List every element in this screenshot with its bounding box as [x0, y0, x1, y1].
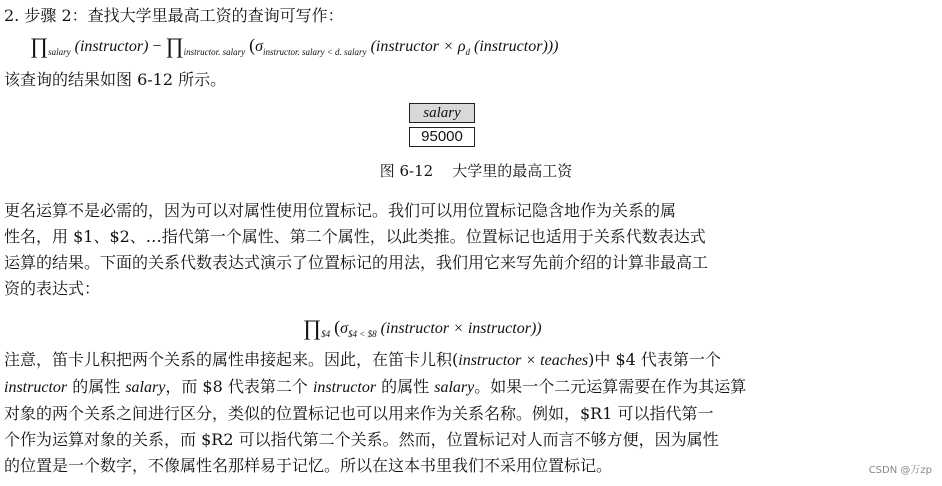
- paragraph-line: 资的表达式：: [4, 279, 101, 298]
- result-table: [409, 103, 475, 147]
- rename-symbol: ρ: [457, 38, 466, 55]
- paragraph-line: 注意，笛卡儿积把两个关系的属性串接起来。因此，在笛卡儿积(instructor × teaches)中 $4 代表第一个: [4, 350, 721, 369]
- paragraph-position-notation: [4, 198, 904, 302]
- paragraph-line: 更名运算不是必需的，因为可以对属性使用位置标记。我们可以用位置标记隐含地作为关系的属: [4, 201, 677, 220]
- paragraph-line: 对象的两个关系之间进行区分，类似的位置标记也可以用来作为关系名称。例如，$R1 可以指代第一: [4, 404, 714, 423]
- formula-arg: (instructor × instructor)): [380, 320, 542, 337]
- minus-operator: −: [152, 38, 162, 55]
- projection-symbol: ∏: [165, 33, 184, 58]
- formula-arg: (instructor ×: [370, 38, 458, 55]
- selection-subscript: instructor. salary < d. salary: [262, 47, 367, 57]
- paragraph-cartesian-note: [4, 347, 904, 479]
- watermark: CSDN @万zp: [868, 465, 932, 476]
- formula-max-salary: $\prod_{salary}$ (instructor) − $\prod_{instructor. salary}$ ($\sigma_{instructor. salary < d. salary}$ (instructor × $\rho_d$ (instructor))): [30, 33, 559, 58]
- selection-symbol: σ: [340, 320, 349, 337]
- paragraph-line: 个作为运算对象的关系，而 $R2 可以指代第二个关系。然而，位置标记对人而言不够方便，因为属性: [4, 430, 719, 449]
- paragraph-line: instructor 的属性 salary，而 $8 代表第二个 instructor 的属性 salary。如果一个二元运算需要在作为其运算: [4, 377, 747, 396]
- rename-subscript: d: [465, 47, 470, 57]
- selection-symbol: σ: [255, 38, 263, 55]
- projection-symbol: ∏: [303, 315, 322, 340]
- paragraph-line: 性名，用 $1、$2、…指代第一个属性、第二个属性，以此类推。位置标记也适用于关系代数表达式: [4, 227, 706, 246]
- paragraph-line: 的位置是一个数字，不像属性名那样易于记忆。所以在这本书里我们不采用位置标记。: [4, 456, 613, 475]
- table-cell: 95000: [409, 127, 475, 147]
- step-label: 2. 步骤 2：查找大学里最高工资的查询可写作：: [4, 6, 344, 25]
- formula-arg: (instructor))): [474, 38, 559, 55]
- formula-positional: $\prod_{\$4}$ ($\sigma_{\$4 < \$8}$ (instructor × instructor)): [303, 315, 542, 340]
- table-header: salary: [409, 103, 475, 123]
- formula-arg: (instructor): [74, 38, 149, 55]
- result-line: 该查询的结果如图 6-12 所示。: [4, 70, 227, 89]
- projection-symbol: ∏: [30, 33, 49, 58]
- projection-subscript: salary: [48, 47, 71, 57]
- figure-caption: 图 6-12 大学里的最高工资: [379, 162, 573, 180]
- projection-subscript: $4: [321, 329, 331, 339]
- paragraph-line: 运算的结果。下面的关系代数表达式演示了位置标记的用法，我们用它来写先前介绍的计算非最高工: [4, 253, 709, 272]
- selection-subscript: $4 < $8: [348, 329, 377, 339]
- projection-subscript: instructor. salary: [183, 47, 246, 57]
